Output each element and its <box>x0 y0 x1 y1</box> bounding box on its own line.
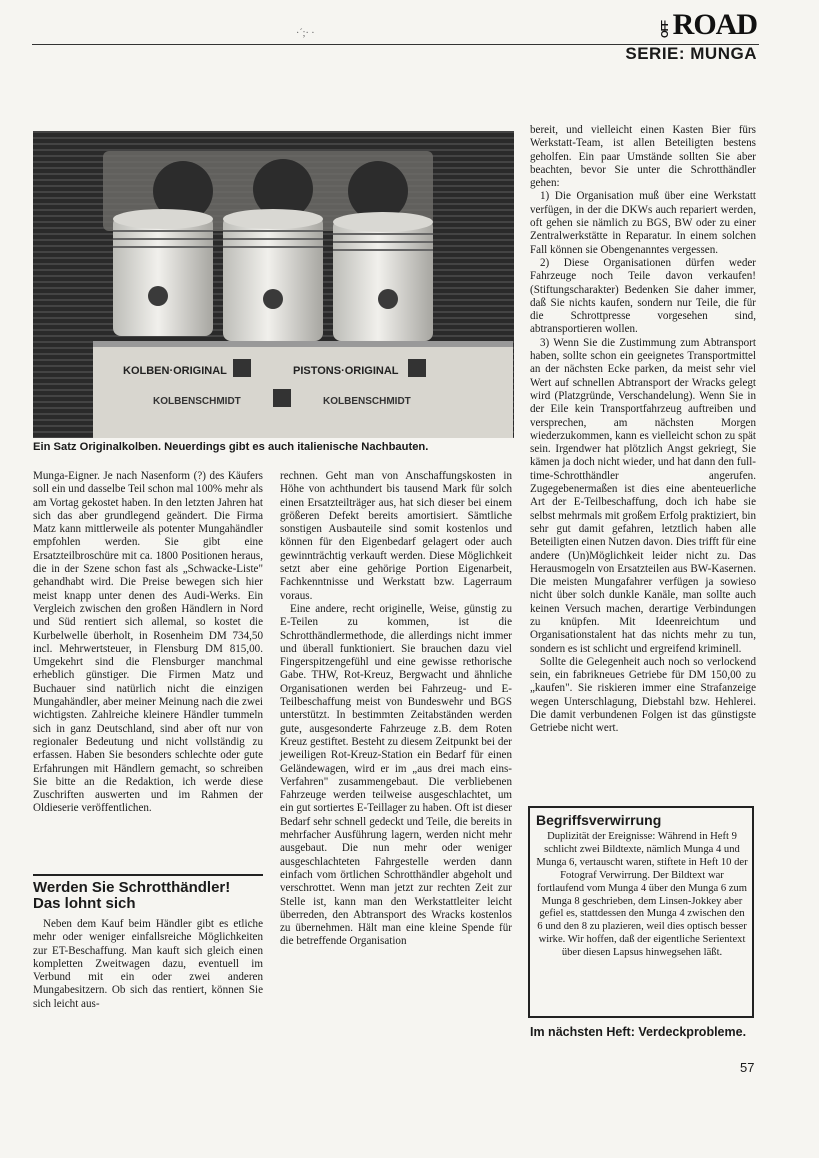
page-number: 57 <box>740 1060 755 1075</box>
offroad-logo <box>661 8 757 42</box>
paragraph: Munga-Eigner. Je nach Nasenform (?) des Käufers soll ein und dasselbe Teil schon mal 100% mehr als am Vortag gekostet haben. In den letzten Jahren hat sich das aber grundlegend geändert. Die Firma Matz kann mittlerweile als potenter Mungahändler empfohlen werden. Sie gibt eine Ersatzteilbroschüre mit ca. 1800 Positionen heraus, die in der Szene schon fast als „Schwacke-Liste" gehandhabt wird. Die Preise bewegen sich hier meist knapp unter denen des Audi-Werks. Ein Vergleich zwischen den großen Händlern in Nord und Süd rentiert sich allemal, so kostet die Kurbelwelle überholt, in Rosenheim DM 734,50 incl. Mehrwertsteuer, in Flensburg DM 815,00. Umgekehrt sind die Flensburger manchmal erheblich günstiger. Die Firmen Matz und Buchauer sind natürlich nicht die einzigen Mungahändler, aber meiner Meinung nach die zwei wichtigsten. Zahlreiche kleinere Händler tummeln sich in ganz Deutschland, sind aber oft nur von regionaler Bedeutung und nicht vollständig zu erfassen. Haben Sie besonders schlechte oder gute Erfahrungen mit Händlern gemacht, so schreiben Sie bitte an die Redaktion, ich werde diese Zuschriften auswerten und im Rahmen der Oldieserie veröffentlichen. <box>33 470 263 815</box>
paragraph: Sollte die Gelegenheit auch noch so verlockend sein, ein fabrikneues Getriebe für DM 150,00 zu „kaufen". Sie riskieren immer eine Strafanzeige wegen Unterschlagung, Diebstahl bzw. Hehlerei. Die damit verbundenen Folgen ist das günstigste Getriebe nicht wert. <box>530 655 756 735</box>
column-1 <box>33 470 263 816</box>
column-3 <box>530 124 756 736</box>
pistons-illustration <box>33 131 514 438</box>
section-heading <box>33 874 263 912</box>
logo-off-text: OFF <box>659 21 671 38</box>
paragraph: 2) Diese Organisationen dürfen weder Fahrzeuge noch Teile davon verkaufen! (Stiftungscharakter) Bedenken Sie daher immer, daß Sie nichts kaufen, sondern nur Teile, die für die Schrottpresse vorgesehen sind, abtransportieren wollen. <box>530 256 756 336</box>
box-brand-text-2: KOLBENSCHMIDT <box>323 396 411 407</box>
photo-caption: Ein Satz Originalkolben. Neuerdings gibt es auch italienische Nachbauten. <box>33 441 429 453</box>
paragraph: bereit, und vielleicht einen Kasten Bier fürs Werkstatt-Team, ist allen Beteiligten bestens geholfen. Ein paar Umstände sollten Sie aber beachten, bevor Sie unter die Schrotthändler gehen: <box>530 124 756 190</box>
logo-road-text: ROAD <box>672 8 757 41</box>
box-print-text: KOLBEN·ORIGINAL <box>123 365 227 377</box>
paragraph: 1) Die Organisation muß über eine Werkstatt verfügen, in der die DKWs auch repariert werden, oft gehen sie nämlich zu BGS, BW oder zu einer Zentralwerkstätte in Reparatur. In einem solchen Fall können sie Obengenanntes vergessen. <box>530 190 756 256</box>
paragraph: rechnen. Geht man von Anschaffungskosten in Höhe von achthundert bis tausend Mark für solch einen Ersatzteilträger aus, hat sich dieser bei einem größeren Defekt bereits amortisiert. Sämtliche sonstigen Ausbauteile sind somit kostenlos und können für den Eigenbedarf gelagert oder auch gewinnträchtig verkauft werden. Diese Möglichkeit setzt aber eine gehörige Portion Eigenarbeit, Fachkenntnisse und Werkstatt bzw. Lagerraum voraus. <box>280 470 512 602</box>
box-title: Begriffsverwirrung <box>536 812 662 828</box>
box-text: Duplizität der Ereignisse: Während in Heft 9 schlicht zwei Bildtexte, nämlich Munga 4 und Munga 6, vertauscht waren, stiftete in Heft 10 der Fotograf Verwirrung. Der Bildtext war fortlaufend vom Munga 4 über den Munga 6 zum Munga 8 geschrieben, dem Linsen-Jokkey aber gefiel es, stattdessen den Munga 4 zwischen den 6 und den 8 zu plazieren, weil dies optisch besser wirke. Wir hoffen, daß der eigentliche Serientext über diesen Lapsus hinwegsehen läßt. <box>536 831 748 959</box>
paragraph: 3) Wenn Sie die Zustimmung zum Abtransport haben, sollte schon ein geeignetes Transportmittel an der nächsten Ecke parken, da meist sehr viel Wert auf schnellen Abtransport der Wracks gelegt wird (Platzgründe, Verschandelung). Wenn Sie in der Eile kein Transportfahrzeug auftreiben und versprechen, am nächsten Morgen wiederzukommen, kann es vielleicht schon zu spät sein. Irgendwer hat plötzlich Angst gekriegt, Sie kämen ja doch nicht wieder, und hat dann den full-time-Schrotthändler angerufen. Zugegebenermaßen ist dies eine abenteuerliche Art der E-Teilbeschaffung, doch ich habe sie selbst mehrmals mit großem Erfolg praktiziert, bin sehr gut damit gefahren, letztlich haben alle Beteiligten einen Nutzen davon. Dies trifft für eine andere (Un)Möglichkeit leider nicht zu. Das Herausmogeln von Ersatzteilen aus BW-Kasernen. Die meisten Mungafahrer verfügen ja sowieso nicht über solch dunkle Kanäle, man sollte auch keinen Versuch machen, derartige Verbindungen zu knüpfen. Mit Ideenreichtum und Organisationstalent hat das nichts mehr zu tun, sondern es ist schlicht und ergreifend kriminell. <box>530 336 756 655</box>
series-title: SERIE: MUNGA <box>625 44 757 63</box>
paragraph: Eine andere, recht originelle, Weise, günstig zu E-Teilen zu kommen, ist die Schrotthändlermethode, die allerdings nicht immer und überall funktioniert. Sie brauchen dazu viel Fingerspitzengefühl und eine gewisse rethorische Gabe. THW, Rot-Kreuz, Bergwacht und ähnliche Organisationen werden bei Fahrzeug- und E-Teilbeschaffung meist von Bundeswehr und BGS unterstützt. In bestimmten Zeitabständen werden gute, ausgesonderte Fahrzeuge z.B. dem Roten Kreuz gestiftet. Besteht zu diesem Zeitpunkt bei der jeweiligen Rot-Kreuz-Station ein Bedarf für einen Geländewagen, wird er im „aus drei mach eins-Verfahren" zusammengebaut. Die verbliebenen Fahrzeuge werden teilweise ausgeschlachtet, um ein gut sortiertes E-Teillager zu haben. Oft ist dieser Bedarf sehr schnell gedeckt und Teile, die bereits in mehrfacher Ausführung lagern, werden nicht mehr ausgebaut. Die nun mehr oder weniger ausgeschlachteten Fahrgestelle werden dann einfach vom örtlichen Schrotthändler abgeholt und verschrottet. Wenn man jetzt zur rechten Zeit zur Stelle ist, kann man den Werkstattleiter leicht überreden, den Abtransport des Wracks kostenlos zu übernehmen. Hält man eine kleine Spende für die betreffende Organisation <box>280 602 512 948</box>
heading-line-2: Das lohnt sich <box>33 895 136 912</box>
box-brand-text: KOLBENSCHMIDT <box>153 396 241 407</box>
box-print-text-2: PISTONS·ORIGINAL <box>293 365 399 377</box>
sidebar-box <box>528 806 754 1018</box>
next-issue-teaser: Im nächsten Heft: Verdeckprobleme. <box>530 1025 747 1039</box>
pistons-photo <box>33 131 514 438</box>
scan-mark: ·´;· · <box>296 28 315 39</box>
heading-line-1: Werden Sie Schrotthändler! <box>33 879 231 896</box>
paragraph: Neben dem Kauf beim Händler gibt es etliche mehr oder weniger einfallsreiche Möglichkeiten zur ET-Beschaffung. Man kauft sich gleich einen kompletten Zweitwagen dazu, eventuell im Verbund mit ein oder zwei anderen Mungabesitzern. Ob sich das rentiert, können Sie sich leicht aus- <box>33 918 263 1010</box>
column-1-continued <box>33 918 263 1011</box>
column-2 <box>280 470 512 949</box>
